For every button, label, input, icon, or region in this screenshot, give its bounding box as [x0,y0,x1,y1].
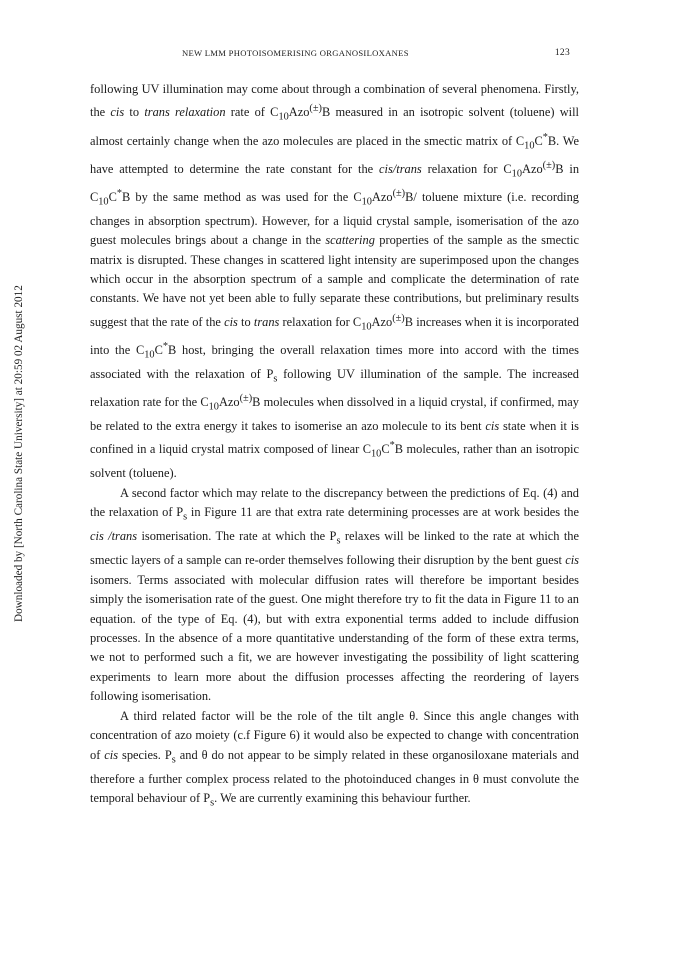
running-title: NEW LMM PHOTOISOMERISING ORGANOSILOXANES [182,48,409,58]
paragraph-3: A third related factor will be the role of the tilt angle θ. Since this angle changes with concentration of azo moiety (c.f Figure 6) it would also be expected to change with concentration of cis species. $P_s$ and θ do not appear to be simply related in these organosiloxane materials and therefore a further complex process related to the photoinduced changes in θ must convolute the temporal behaviour of $P_s$. We are currently examining this behaviour further. [90,708,579,809]
running-header [90,48,580,62]
paragraph-1: following UV illumination may come about through a combination of several phenomena. Firstly, the cis to trans relaxation rate of $C_{10}Azo^{(\pm)}B$ measured in an isotropic solvent (toluene) will almost certainly change when the azo molecules are placed in the smectic matrix of $C_{10}C^*B$. We have attempted to determine the rate constant for the cis/trans relaxation for $C_{10}Azo^{(\pm)}B$ in $C_{10}C^*B$ by the same method as was used for the $C_{10}Azo^{(\pm)}B/$ toluene mixture (i.e. recording changes in absorption spectrum). However, for a liquid crystal sample, isomerisation of the azo guest molecules brings about a change in the scattering properties of the sample as the smectic matrix is disrupted. These changes in scattered light intensity are superimposed upon the changes which occur in the absorption spectrum of a sample and complicate the determination of rate constants. We have not yet been able to fully separate these contributions, but preliminary results suggest that the rate of the cis to trans relaxation for $C_{10}Azo^{(\pm)}B$ increases when it is incorporated into the $C_{10}C^*B$ host, bringing the overall relaxation times more into accord with the times associated with the relaxation of $P_s$ following UV illumination of the sample. The increased relaxation rate for the $C_{10}Azo^{(\pm)}B$ molecules when dissolved in a liquid crystal, if confirmed, may be related to the extra energy it takes to isomerise an azo molecule to its bent cis state when it is confined in a liquid crystal matrix composed of linear $C_{10}C^*B$ molecules, rather than an isotropic solvent (toluene). [90,82,580,481]
download-notice: Downloaded by [North Carolina State University] at 20:59 02 August 2012 [13,285,25,622]
paragraph-2: A second factor which may relate to the discrepancy between the predictions of Eq. (4) and the relaxation of $P_s$ in Figure 11 are that extra rate determining processes are at work besides the cis /trans isomerisation. The rate at which the $P_s$ relaxes will be linked to the rate at which the smectic layers of a sample can re-order themselves following their disruption by the bent guest cis isomers. Terms associated with molecular diffusion rates will therefore be important besides simply the isomerisation rate of the guest. One might therefore try to fit the data in Figure 11 to an equation. of the type of Eq. (4), but with extra exponential terms added to include diffusion processes. In the absence of a more quantitative understanding of the form of these extra terms, we not to performed such a fit, we are however investigating the possibility of light scattering experiments to learn more about the diffusion processes affecting the reordering of layers following isomerisation. [90,485,579,704]
download-sidebar [0,0,25,660]
body-text [90,80,579,813]
page-number: 123 [554,48,570,58]
